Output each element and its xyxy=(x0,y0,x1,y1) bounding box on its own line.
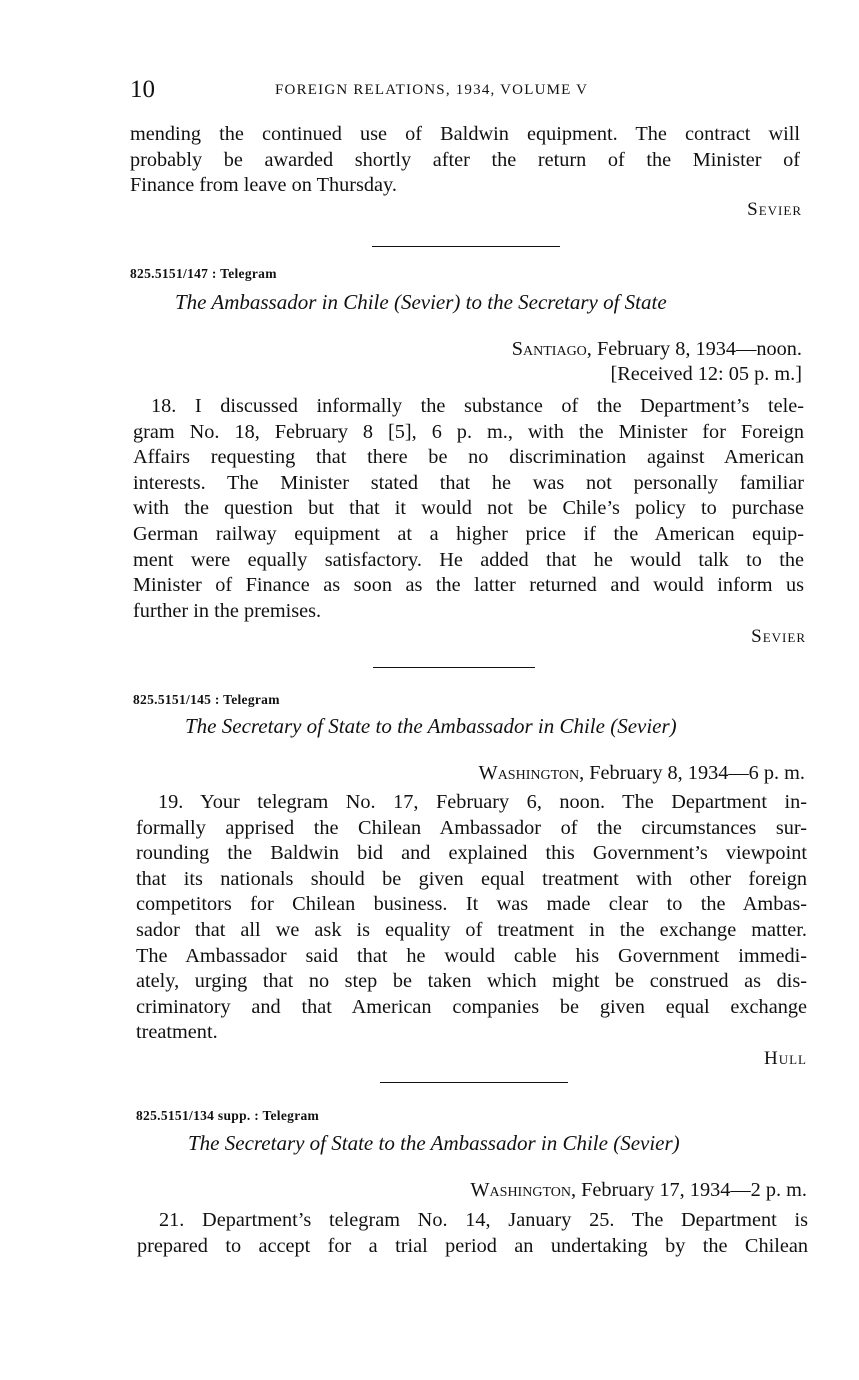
text-line: ately, urging that no step be taken which might be construed as dis- xyxy=(136,970,807,993)
text-line: that its nationals should be given equal treatment with other foreign xyxy=(136,867,807,890)
text-line: 21. Department’s telegram No. 14, January 25. The Department is xyxy=(159,1209,808,1231)
dateline xyxy=(470,1179,807,1202)
telegram-body xyxy=(136,790,807,1046)
text-line: 19. Your telegram No. 17, February 6, noon. The Department in- xyxy=(158,791,807,813)
signature: Hull xyxy=(764,1048,807,1069)
text-line: interests. The Minister stated that he was not personally familiar xyxy=(133,471,804,494)
section-divider xyxy=(372,246,560,247)
dateline-place: Washington, xyxy=(470,1179,577,1201)
signature: Sevier xyxy=(747,199,802,220)
telegram-body xyxy=(137,1208,808,1259)
dateline-date: February 17, 1934—2 p. m. xyxy=(576,1179,807,1201)
text-line: Minister of Finance as soon as the latter returned and would inform us xyxy=(133,574,804,597)
text-line: 18. I discussed informally the substance of the Department’s tele- xyxy=(151,395,804,417)
received-note: [Received 12: 05 p. m.] xyxy=(610,363,802,385)
intro-paragraph xyxy=(130,122,800,199)
page-number: 10 xyxy=(130,76,155,103)
text-line: probably be awarded shortly after the return of the Minister of xyxy=(130,148,800,171)
text-line: The Ambassador said that he would cable his Government immedi- xyxy=(136,944,807,967)
text-line: treatment. xyxy=(136,1021,218,1044)
text-line: competitors for Chilean business. It was made clear to the Ambas- xyxy=(136,893,807,916)
document-title: The Secretary of State to the Ambassador in Chile (Sevier) xyxy=(188,1131,680,1155)
text-line: formally apprised the Chilean Ambassador of the circumstances sur- xyxy=(136,816,807,839)
text-line: gram No. 18, February 8 [5], 6 p. m., with the Minister for Foreign xyxy=(133,420,804,443)
dateline xyxy=(512,338,802,361)
document-title: The Ambassador in Chile (Sevier) to the Secretary of State xyxy=(175,290,667,314)
text-line: with the question but that it would not be Chile’s policy to purchase xyxy=(133,497,804,520)
text-line: Finance from leave on Thursday. xyxy=(130,174,397,197)
text-line: sador that all we ask is equality of treatment in the exchange matter. xyxy=(136,918,807,941)
dateline-date: February 8, 1934—6 p. m. xyxy=(584,762,805,784)
dateline-date: February 8, 1934—noon. xyxy=(591,338,802,360)
text-line: rounding the Baldwin bid and explained this Government’s viewpoint xyxy=(136,842,807,865)
dateline xyxy=(479,762,805,785)
section-divider xyxy=(373,667,535,668)
document-id: 825.5151/134 supp. : Telegram xyxy=(136,1108,320,1123)
document-title: The Secretary of State to the Ambassador in Chile (Sevier) xyxy=(185,714,677,738)
section-divider xyxy=(380,1082,568,1083)
signature: Sevier xyxy=(751,626,806,647)
text-line: prepared to accept for a trial period an undertaking by the Chilean xyxy=(137,1234,808,1257)
dateline-place: Santiago, xyxy=(511,338,592,360)
text-line: mending the continued use of Baldwin equipment. The contract will xyxy=(130,123,800,145)
document-id: 825.5151/147 : Telegram xyxy=(130,266,277,281)
text-line: ment were equally satisfactory. He added that he would talk to the xyxy=(133,548,804,571)
text-line: German railway equipment at a higher price if the American equip- xyxy=(133,522,804,545)
text-line: further in the premises. xyxy=(133,599,322,622)
text-line: Affairs requesting that there be no discrimination against American xyxy=(133,446,804,469)
telegram-body xyxy=(133,394,804,624)
document-id: 825.5151/145 : Telegram xyxy=(133,692,280,707)
dateline-place: Washington, xyxy=(478,762,585,784)
running-title: FOREIGN RELATIONS, 1934, VOLUME V xyxy=(275,82,589,98)
text-line: criminatory and that American companies be given equal exchange xyxy=(136,995,807,1018)
